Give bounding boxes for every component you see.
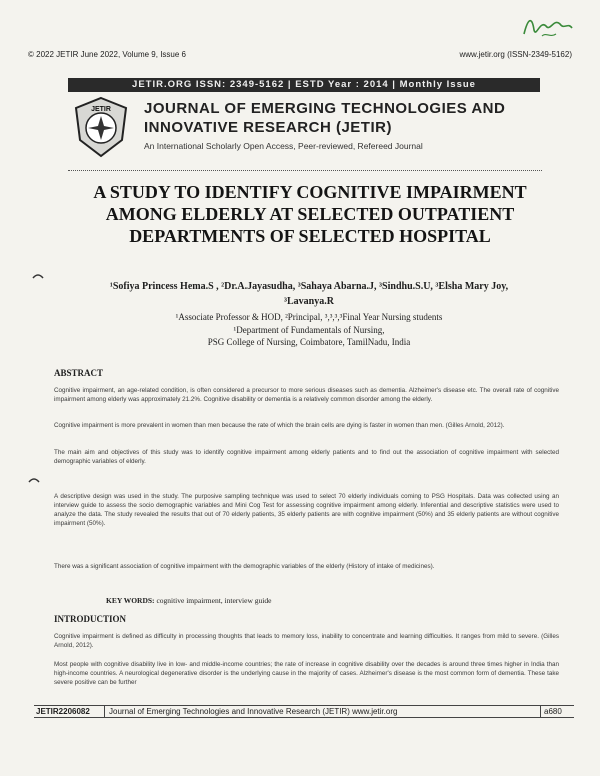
abstract-paragraph: A descriptive design was used in the study. The purposive sampling technique was used to select 70 elderly individuals coming to PSG Hospitals. Data was collected using an interview guide to assess the socio demographic variables and Mini Cog Test for assessing cognitive impairment among elderly. Inferential and descriptive statistics were used to analyze the data. The study revealed the results that out of 70 elderly patients, 35 elderly patients are with cognitive impairment (50%) and 35 elderly patients are without cognitive impairment (50%). [54,493,559,527]
handwritten-mark-text: Sofiya [520,41,523,42]
keywords-label: KEY WORDS: [106,596,155,605]
running-header [28,50,572,59]
footer-paper-id: JETIR2206082 [34,706,105,717]
abstract-paragraph: There was a significant association of cognitive impairment with the demographic variables of the elderly (History of intake of medicines). [54,563,435,570]
journal-tagline: An International Scholarly Open Access, Peer-reviewed, Refereed Journal [144,141,423,151]
introduction-paragraph: Cognitive impairment is defined as difficulty in processing thoughts that leads to memory loss, inability to concentrate and learning difficulties. It ranges from mild to severe. (Gilles Arnold, 2012). [54,633,559,649]
abstract-paragraph: Cognitive impairment is more prevalent in women than men because the rate of which the brain cells are dying is faster in women than men. (Gilles Arnold, 2012). [54,422,505,429]
header-left: © 2022 JETIR June 2022, Volume 9, Issue 6 [28,50,186,59]
affiliation-line: ¹Associate Professor & HOD, ²Principal, ³,³,³,³Final Year Nursing students [175,312,443,322]
affiliation-line: PSG College of Nursing, Coimbatore, TamilNadu, India [207,337,411,347]
logo-text: JETIR [91,106,111,113]
abstract-heading: ABSTRACT [54,368,104,378]
introduction-heading: INTRODUCTION [54,614,127,624]
keywords-text: cognitive impairment, interview guide [156,596,272,605]
affiliations [84,311,534,349]
hole-punch-mark-icon [28,476,40,484]
header-right: www.jetir.org (ISSN-2349-5162) [459,50,572,59]
introduction-paragraph: Most people with cognitive disability live in low- and middle-income countries; the rate of increase in cognitive disability over the decades is around three times higher in India than high-income countries. A neurological degenerative disorder is the underlying cause in the majority of cases. Alzheimer's disease is the most common form of dementia. These take severe positive can be further [54,661,559,686]
author-list: ¹Sofiya Princess Hema.S , ²Dr.A.Jayasudha, ³Sahaya Abarna.J, ³Sindhu.S.U, ³Elsha Mary Joy, ³Lavanya.R [109,281,509,307]
divider [68,170,542,171]
hole-punch-mark-icon [32,272,44,280]
jetir-logo-emblem-icon [72,96,130,158]
abstract-paragraph: The main aim and objectives of this study was to identify cognitive impairment among elderly patients and to find out the association of cognitive impairment with selected demographic variables of elderly. [54,449,559,465]
footer-journal: Journal of Emerging Technologies and Innovative Research (JETIR) www.jetir.org [105,706,541,717]
abstract-paragraph: Cognitive impairment, an age-related condition, is often considered a precursor to more serious diseases such as dementia. Alzheimer's disease etc. The overall rate of cognitive impairment among elderly was approximately 21.2%. Cognitive disability or dementia is a relatively common disorder among the elderly. [54,387,559,403]
page-footer [34,705,574,718]
handwritten-mark [520,12,576,42]
paper-title: A STUDY TO IDENTIFY COGNITIVE IMPAIRMENT AMONG ELDERLY AT SELECTED OUTPATIENT DEPARTMENTS OF SELECTED HOSPITAL [93,182,527,246]
journal-name: JOURNAL OF EMERGING TECHNOLOGIES AND INNOVATIVE RESEARCH (JETIR) [144,100,506,136]
issn-banner: JETIR.ORG ISSN: 2349-5162 | ESTD Year : 2014 | Monthly Issue [68,78,540,92]
footer-page-number: a680 [544,707,562,716]
keywords [106,596,546,605]
affiliation-line: ¹Department of Fundamentals of Nursing, [233,324,385,335]
